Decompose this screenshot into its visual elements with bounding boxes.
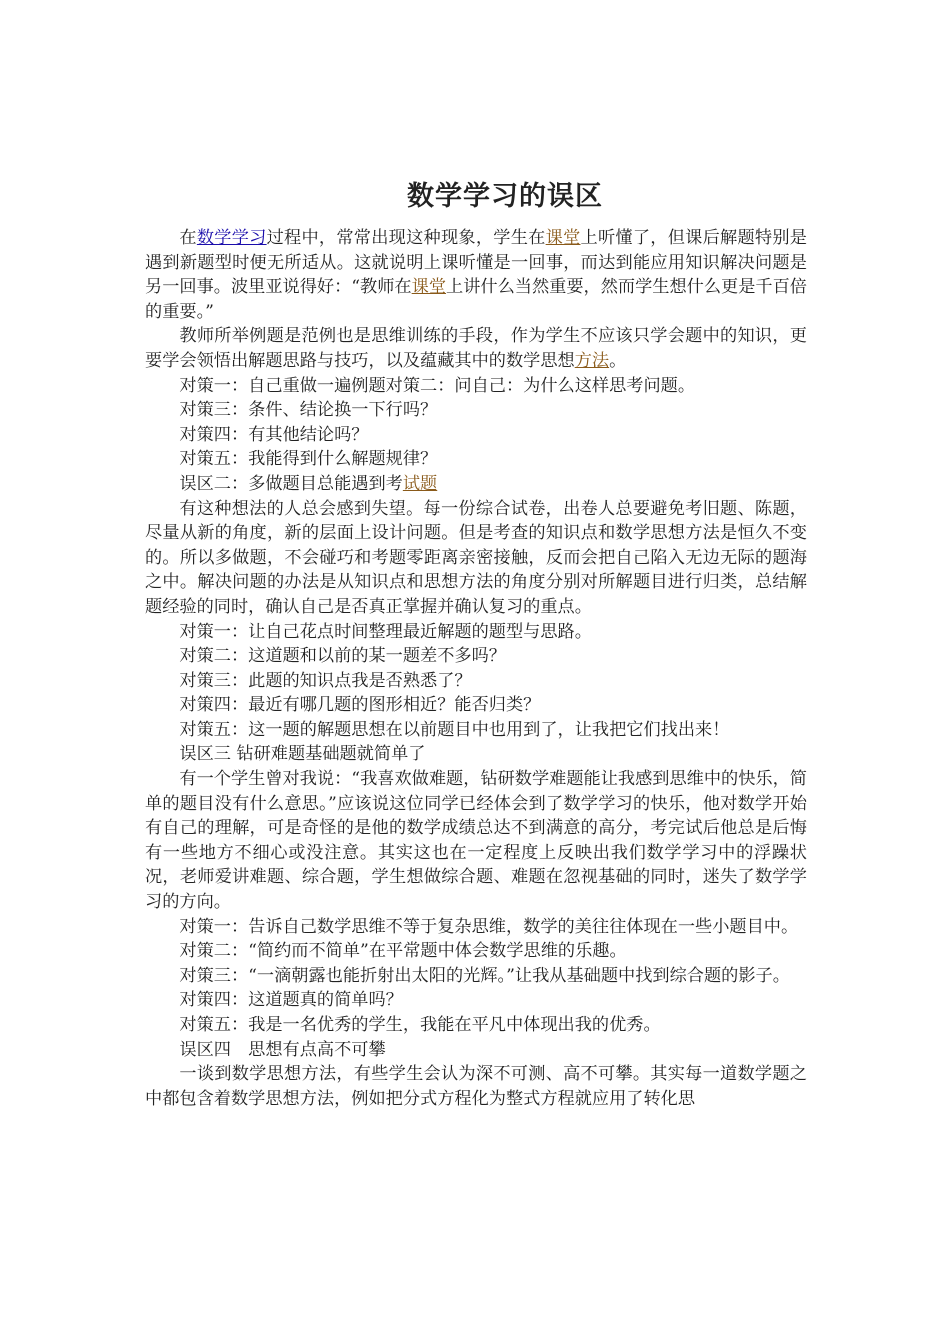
paragraph: 有这种想法的人总会感到失望。每一份综合试卷，出卷人总要避免考旧题、陈题，尽量从新的角度，新的层面上设计问题。但是考查的知识点和数学思想方法是恒久不变的。所以多做题，不会碰巧和考题零距离亲密接触，反而会把自己陷入无边无际的题海之中。解决问题的办法是从知识点和思想方法的角度分别对所解题目进行归类，总结解题经验的同时，确认自己是否真正掌握并确认复习的重点。 — [145, 498, 807, 617]
strategy-line: 对策五：我能得到什么解题规律？ — [179, 449, 438, 470]
document-title: 数学学习的误区 — [407, 181, 603, 212]
strategy-line: 对策一：告诉自己数学思维不等于复杂思维，数学的美往往体现在一些小题目中。 — [179, 916, 799, 937]
link-method[interactable]: 方法 — [574, 350, 610, 371]
text: 过程中，常常出现这种现象，学生在 — [266, 228, 546, 248]
strategy-line: 对策二：这道题和以前的某一题差不多吗？ — [179, 646, 506, 667]
section-heading: 误区三 钻研难题基础题就简单了 — [179, 744, 426, 765]
strategy-line: 对策一：自己重做一遍例题对策二：问自己：为什么这样思考问题。 — [179, 375, 696, 396]
paragraph: 一谈到数学思想方法，有些学生会认为深不可测、高不可攀。其实每一道数学题之中都包含着数学思想方法，例如把分式方程化为整式方程就应用了转化思 — [145, 1064, 807, 1109]
text: 误区二：多做题目总能遇到考 — [179, 473, 403, 494]
strategy-line: 对策五：这一题的解题思想在以前题目中也用到了，让我把它们找出来！ — [179, 719, 730, 740]
section-heading: 误区四 思想有点高不可攀 — [179, 1039, 386, 1060]
paragraph — [145, 324, 807, 373]
link-classroom[interactable]: 课堂 — [545, 228, 581, 248]
strategy-line: 对策三：此题的知识点我是否熟悉了？ — [179, 670, 472, 691]
text: 教师所举例题是范例也是思维训练的手段，作为学生不应该只学会题中的知识，更要学会领悟出解题思路与技巧，以及蕴藏其中的数学思想 — [145, 326, 807, 371]
document-body — [145, 226, 807, 1111]
text: 在 — [179, 228, 197, 248]
text: 上讲什么当然重要，然而学生想什么更是千百倍的重要。” — [145, 277, 807, 322]
strategy-line: 对策四：有其他结论吗？ — [179, 424, 369, 445]
strategy-line: 对策五：我是一名优秀的学生，我能在平凡中体现出我的优秀。 — [179, 1015, 661, 1035]
paragraph: 有一个学生曾对我说：“我喜欢做难题，钻研数学难题能让我感到思维中的快乐，简单的题目没有什么意思。”应该说这位同学已经体会到了数学学习的快乐，他对数学开始有自己的理解，可是奇怪的是他的数学成绩总达不到满意的高分，考完试后他总是后悔有一些地方不细心或没注意。其实这也在一定程度上反映出我们数学学习中的浮躁状况，老师爱讲难题、综合题，学生想做综合题、难题在忽视基础的同时，迷失了数学学习的方向。 — [145, 769, 807, 913]
paragraph — [145, 226, 807, 324]
link-math-learning[interactable]: 数学学习 — [196, 228, 267, 248]
text: 。 — [609, 350, 627, 371]
strategy-line: 对策一：让自己花点时间整理最近解题的题型与思路。 — [179, 621, 592, 642]
strategy-line: 对策四：这道题真的简单吗？ — [179, 990, 403, 1011]
link-exam[interactable]: 试题 — [402, 473, 438, 494]
strategy-line: 对策三：“一滴朝露也能折射出太阳的光辉。”让我从基础题中找到综合题的影子。 — [179, 965, 790, 986]
strategy-line: 对策三：条件、结论换一下行吗？ — [179, 400, 438, 421]
strategy-line: 对策四：最近有哪几题的图形相近？能否归类？ — [179, 695, 541, 716]
link-classroom-2[interactable]: 课堂 — [411, 277, 447, 298]
section-heading — [145, 472, 807, 497]
text: 上听懂了，但课后解题特别是遇到新题型时便无所适从。这就说明上课听懂是一回事，而达到能应用知识解决问题是另一回事。波里亚说得好：“教师在 — [145, 228, 807, 298]
strategy-line: 对策二：“简约而不简单”在平常题中体会数学思维的乐趣。 — [179, 941, 627, 962]
